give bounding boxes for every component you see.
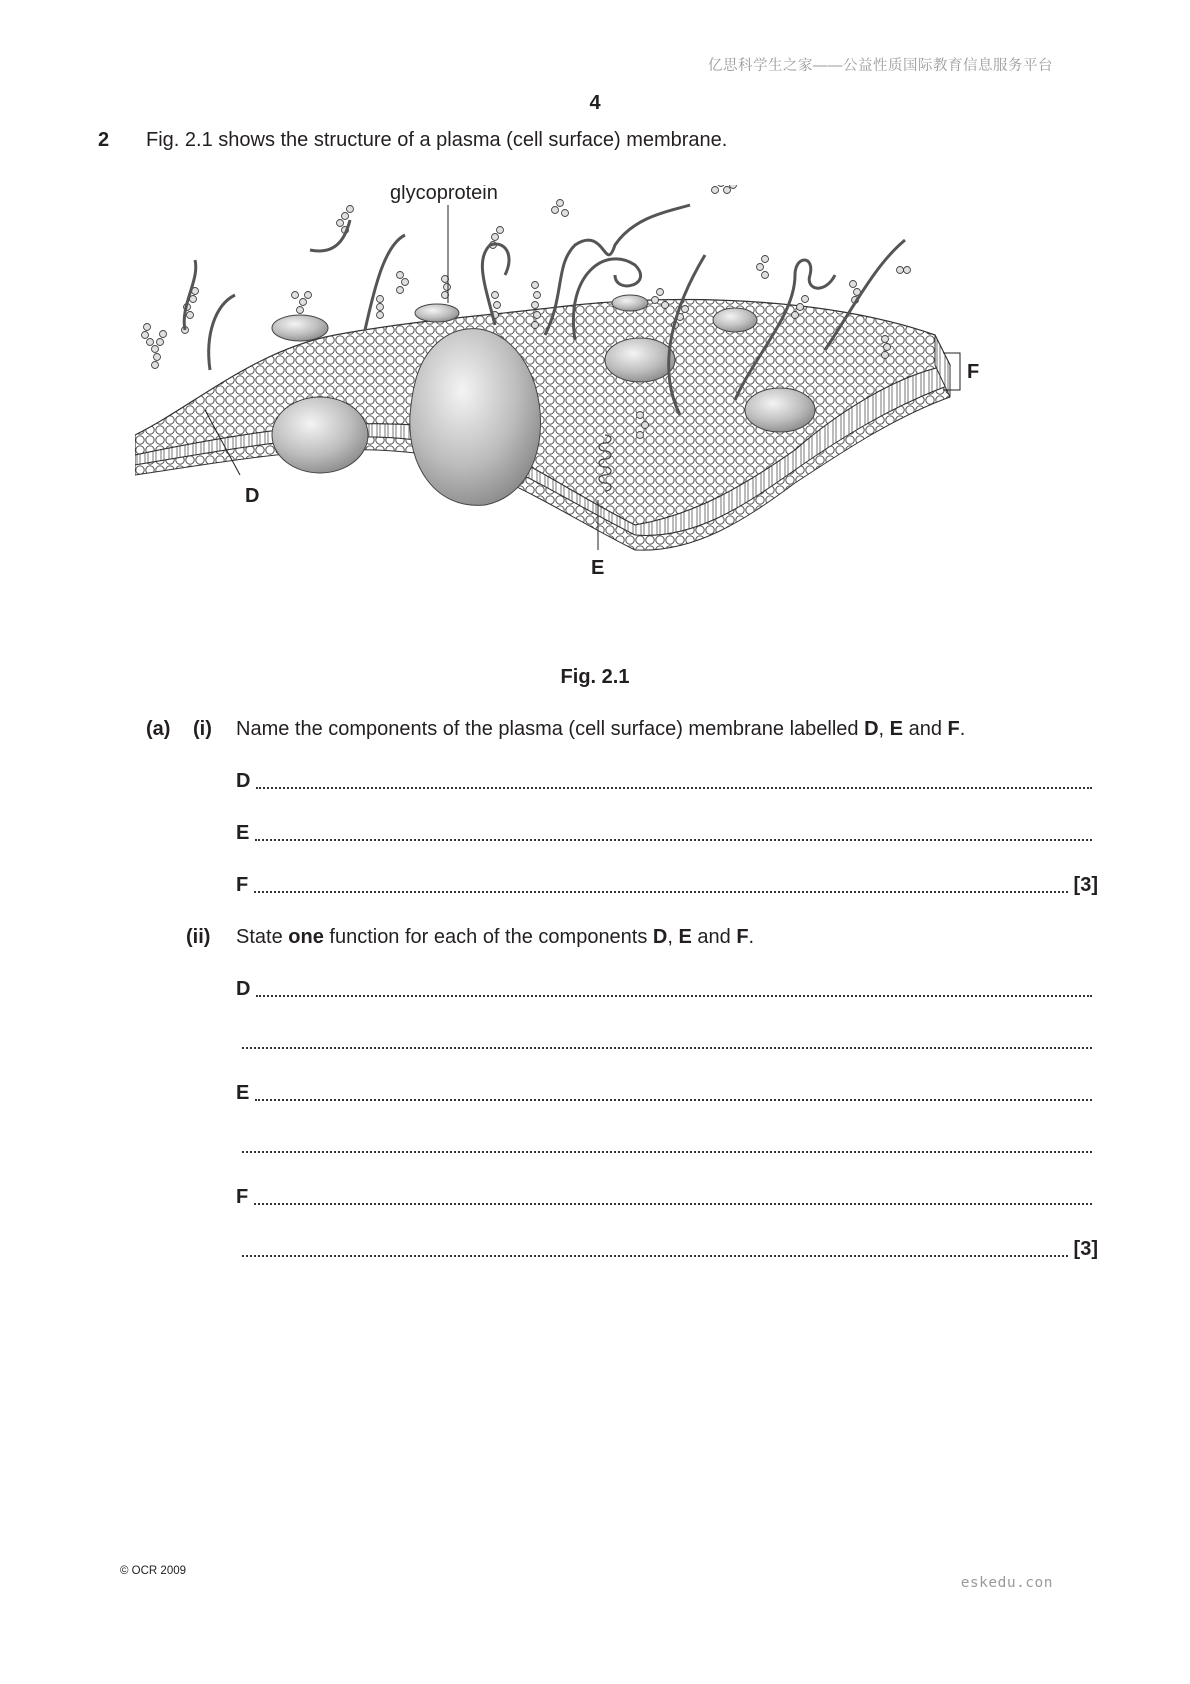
protein-right (745, 388, 815, 432)
answer-line-ii-E-2[interactable] (236, 1133, 1098, 1157)
sub-i-text: Name the components of the plasma (cell surface) membrane labelled D, E and F. (236, 718, 966, 740)
membrane-diagram (135, 185, 1065, 625)
figure-caption: Fig. 2.1 (560, 666, 630, 688)
protein-middle-top (612, 295, 648, 311)
answer-line-i-F[interactable]: F [3] (236, 874, 1098, 896)
question-number: 2 (98, 129, 110, 151)
part-a-label: (a) (146, 718, 171, 740)
answer-line-ii-D-2[interactable] (236, 1029, 1098, 1053)
protein-right-top (713, 308, 757, 332)
question-intro: Fig. 2.1 shows the structure of a plasma (cell surface) membrane. (146, 129, 728, 151)
protein-middle (605, 338, 675, 382)
answer-line-ii-F-2[interactable]: [3] (236, 1237, 1098, 1261)
label-F: F (967, 361, 980, 383)
copyright: © OCR 2009 (120, 1565, 187, 1577)
header-watermark: 亿思科学生之家——公益性质国际教育信息服务平台 (708, 58, 1053, 74)
protein-small-top (415, 304, 459, 322)
label-glycoprotein: glycoprotein (390, 185, 498, 204)
answer-line-i-E[interactable]: E (236, 821, 1098, 845)
sub-ii-label: (ii) (186, 926, 211, 948)
answer-line-ii-D-1[interactable]: D (236, 977, 1098, 1001)
protein-left (272, 397, 368, 473)
answer-line-ii-E-1[interactable]: E (236, 1081, 1098, 1105)
label-D: D (245, 485, 260, 507)
protein-left-top (272, 315, 328, 341)
page-number: 4 (589, 92, 601, 114)
sub-i-label: (i) (193, 718, 212, 740)
label-E: E (591, 557, 605, 579)
footer-watermark: eskedu.con (960, 1575, 1053, 1591)
answer-line-ii-F-1[interactable]: F (236, 1185, 1098, 1209)
answer-line-i-D[interactable]: D (236, 769, 1098, 793)
sub-ii-text: State one function for each of the components D, E and F. (236, 926, 755, 948)
